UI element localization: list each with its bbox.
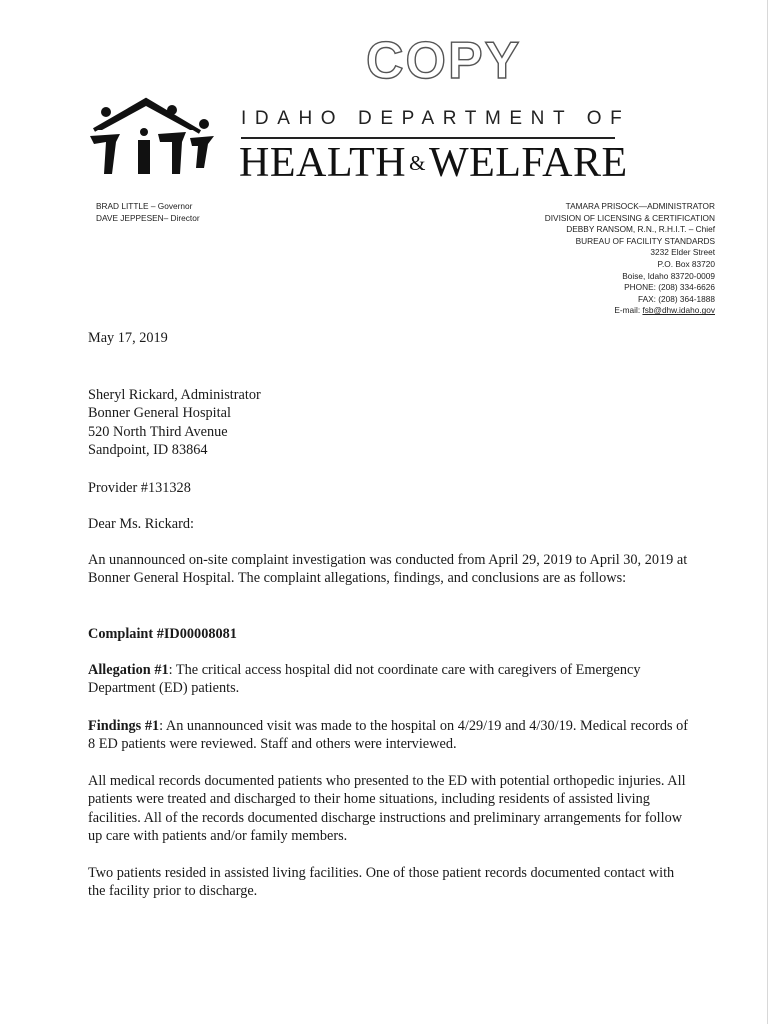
title-word-welfare: WELFARE <box>428 140 628 186</box>
scan-edge-line <box>767 0 768 1024</box>
division-line: DIVISION OF LICENSING & CERTIFICATION <box>544 212 715 223</box>
po-box-line: P.O. Box 83720 <box>657 258 715 269</box>
complaint-heading: Complaint #ID00008081 <box>88 626 237 642</box>
address-line-street: 520 North Third Avenue <box>88 423 228 440</box>
allegation-text: : The critical access hospital did not coordinate care with caregivers of Emergency Department (ED) patients. <box>88 662 641 697</box>
salutation: Dear Ms. Rickard: <box>88 516 195 532</box>
allegation-label: Allegation #1 <box>88 662 169 678</box>
address-line-name: Sheryl Rickard, Administrator <box>88 387 261 403</box>
department-title <box>239 139 628 187</box>
email-link[interactable]: fsb@dhw.idaho.gov <box>642 305 715 316</box>
allegation-paragraph <box>88 661 688 698</box>
email-line <box>545 305 715 317</box>
findings-text: : An unannounced visit was made to the hospital on 4/29/19 and 4/30/19. Medical records of 8 ED patients were reviewed. Staff and others were interviewed. <box>88 718 689 753</box>
address-line-org: Bonner General Hospital <box>88 405 231 422</box>
email-label: E-mail: <box>614 305 641 316</box>
governor-line: BRAD LITTLE – Governor <box>96 201 193 211</box>
title-ampersand: & <box>409 151 426 175</box>
bureau-line: BUREAU OF FACILITY STANDARDS <box>575 235 715 246</box>
chief-line: DEBBY RANSOM, R.N., R.H.I.T. – Chief <box>566 224 715 235</box>
records-paragraph: All medical records documented patients who presented to the ED with potential orthopedic injuries. All patients were treated and discharged to their home situations, including residents of assisted living facilities. All of the records documented discharge instructions and preliminary arrangements for follow up care with patients and/or family members. <box>88 773 686 845</box>
administrator-line: TAMARA PRISOCK—ADMINISTRATOR <box>565 201 715 211</box>
director-line: DAVE JEPPESEN– Director <box>96 212 200 223</box>
assisted-living-paragraph: Two patients resided in assisted living facilities. One of those patient records documented contact with the facility prior to discharge. <box>88 865 675 900</box>
copy-stamp <box>364 28 526 84</box>
letter-date: May 17, 2019 <box>88 330 168 346</box>
address-line-city: Sandpoint, ID 83864 <box>88 442 208 459</box>
findings-label: Findings #1 <box>88 718 160 734</box>
right-officials <box>545 201 715 317</box>
fax-line: FAX: (208) 364-1888 <box>637 293 715 304</box>
idhw-logo <box>86 94 216 176</box>
copy-stamp-text: COPY <box>366 32 522 84</box>
intro-paragraph: An unannounced on-site complaint investigation was conducted from April 29, 2019 to April 30, 2019 at Bonner General Hospital. The complaint allegations, findings, and conclusions are as follows: <box>88 552 688 587</box>
department-name-line: IDAHO DEPARTMENT OF <box>241 108 631 129</box>
left-officials <box>96 201 200 224</box>
city-line: Boise, Idaho 83720-0009 <box>622 270 715 281</box>
phone-line: PHONE: (208) 334-6626 <box>624 282 715 293</box>
recipient-address <box>88 386 261 460</box>
provider-number: Provider #131328 <box>88 480 191 496</box>
findings-paragraph <box>88 717 688 754</box>
title-word-health: HEALTH <box>239 140 407 186</box>
street-line: 3232 Elder Street <box>650 247 715 258</box>
